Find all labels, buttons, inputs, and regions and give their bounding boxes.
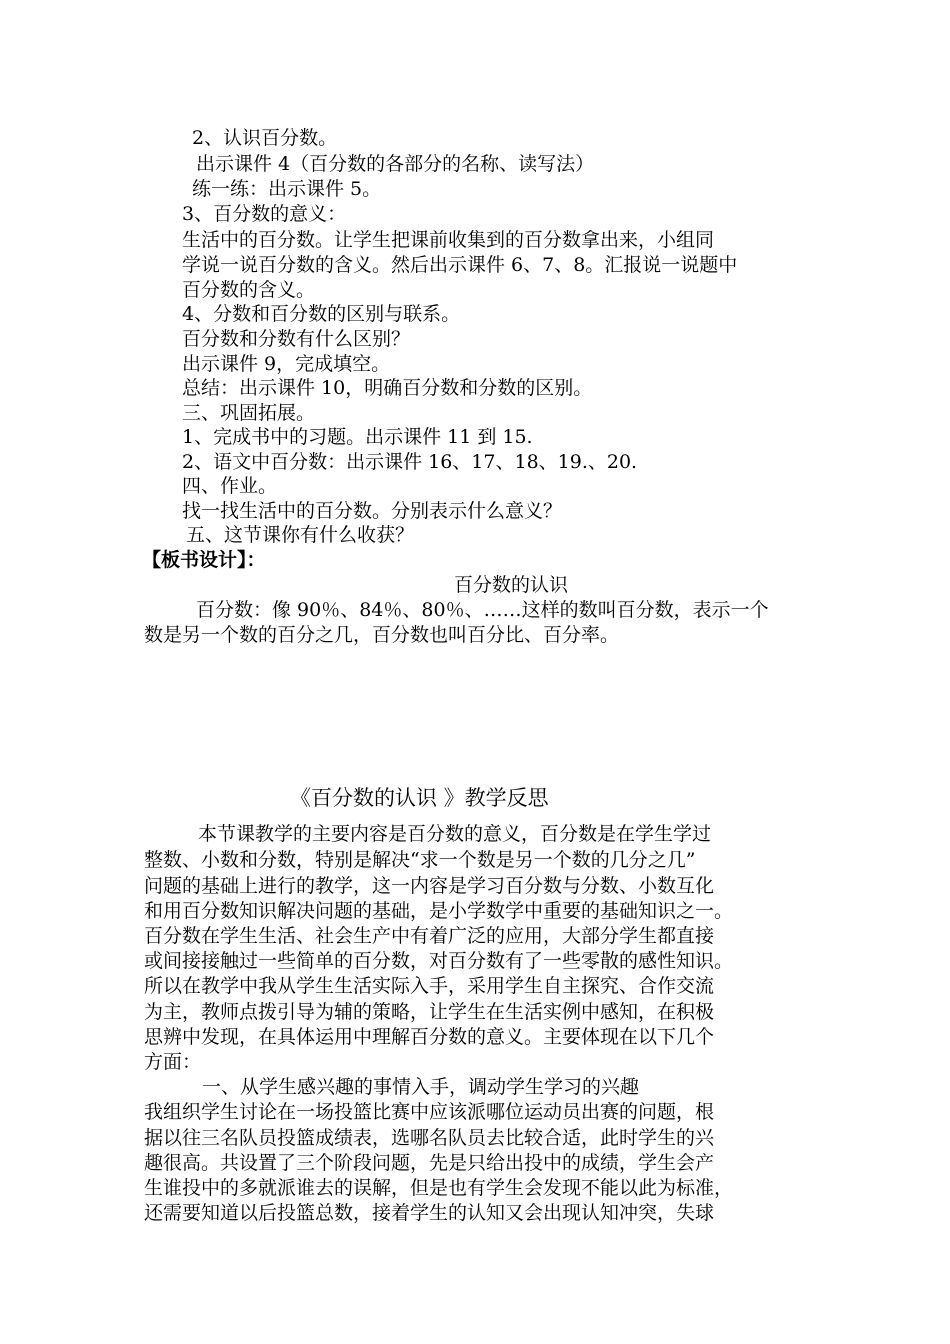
section-line: 还需要知道以后投篮总数，接着学生的认知又会出现认知冲突，失球 xyxy=(144,1202,715,1224)
step-line: 四、作业。 xyxy=(182,475,278,497)
board-title: 百分数的认识 xyxy=(454,574,569,596)
paragraph-line: 所以在教学中我从学生生活实际入手，采用学生自主探究、合作交流 xyxy=(144,975,715,997)
board-heading: 【板书设计】： xyxy=(142,549,266,571)
paragraph-line: 百分数在学生生活、社会生产中有着广泛的应用，大部分学生都直接 xyxy=(144,925,715,947)
step-line: 出示课件 4（百分数的各部分的名称、读写法） xyxy=(196,153,595,175)
step-line: 生活中的百分数。让学生把课前收集到的百分数拿出来，小组同 xyxy=(182,229,715,251)
step-line: 出示课件 9，完成填空。 xyxy=(182,353,391,375)
section-line: 趣很高。共设置了三个阶段问题，先是只给出投中的成绩，学生会产 xyxy=(144,1152,715,1174)
board-line: 百分数：像 90％、84％、80％、……这样的数叫百分数，表示一个 xyxy=(196,599,769,621)
step-line: 练一练：出示课件 5。 xyxy=(192,178,382,200)
step-line: 学说一说百分数的含义。然后出示课件 6、7、8。汇报说一说题中 xyxy=(182,254,738,276)
paragraph-line: 思辨中发现，在具体运用中理解百分数的意义。主要体现在以下几个 xyxy=(144,1026,715,1048)
step-line: 3、百分数的意义： xyxy=(182,203,347,225)
step-line: 总结：出示课件 10，明确百分数和分数的区别。 xyxy=(182,377,593,399)
section-heading: 一、从学生感兴趣的事情入手，调动学生学习的兴趣 xyxy=(202,1076,640,1098)
section-line: 我组织学生讨论在一场投篮比赛中应该派哪位运动员出赛的问题，根 xyxy=(144,1101,715,1123)
paragraph-line: 或间接接触过一些简单的百分数，对百分数有了一些零散的感性知识。 xyxy=(144,950,734,972)
step-line: 五、这节课你有什么收获？ xyxy=(186,524,415,546)
paragraph-line: 本节课教学的主要内容是百分数的意义，百分数是在学生学过 xyxy=(198,823,712,845)
paragraph-line: 整数、小数和分数，特别是解决“求一个数是另一个数的几分之几” xyxy=(144,849,696,871)
step-line: 百分数和分数有什么区别？ xyxy=(182,328,411,350)
reflection-title: 《百分数的认识 》教学反思 xyxy=(290,786,549,810)
step-line: 4、分数和百分数的区别与联系。 xyxy=(182,303,461,325)
step-line: 三、巩固拓展。 xyxy=(182,402,316,424)
step-line: 2、语文中百分数：出示课件 16、17、18、19.、20. xyxy=(182,451,638,473)
section-line: 生谁投中的多就派谁去的误解，但是也有学生会发现不能以此为标准， xyxy=(144,1177,734,1199)
step-line: 2、认识百分数。 xyxy=(192,127,338,149)
paragraph-line: 问题的基础上进行的教学，这一内容是学习百分数与分数、小数互化 xyxy=(144,875,715,897)
board-line: 数是另一个数的百分之几，百分数也叫百分比、百分率。 xyxy=(144,624,620,646)
paragraph-line: 为主，教师点拨引导为辅的策略，让学生在生活实例中感知，在积极 xyxy=(144,1001,715,1023)
step-line: 1、完成书中的习题。出示课件 11 到 15. xyxy=(182,426,533,448)
paragraph-line: 方面： xyxy=(144,1051,202,1073)
paragraph-line: 和用百分数知识解决问题的基础，是小学数学中重要的基础知识之一。 xyxy=(144,900,734,922)
step-line: 百分数的含义。 xyxy=(182,279,316,301)
step-line: 找一找生活中的百分数。分别表示什么意义？ xyxy=(182,500,563,522)
section-line: 据以往三名队员投篮成绩表，选哪名队员去比较合适，此时学生的兴 xyxy=(144,1127,715,1149)
